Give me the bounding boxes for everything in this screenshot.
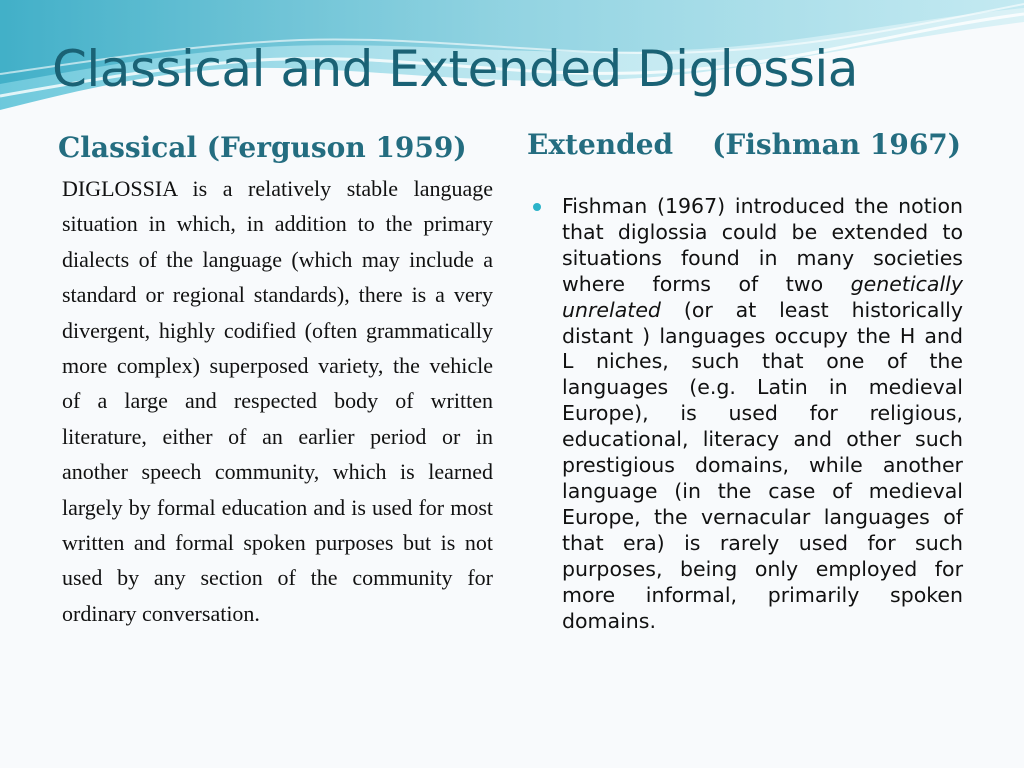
bullet-text-after: (or at least historically distant ) languages occupy the H and L niches, such that one of the languages (e.g. Latin in medieval Europe), is used for religious, educational, literacy and other such prestigious domains, while another language (in the case of medieval Europe, the vernacular languages of that era) is rarely used for such purposes, being only employed for more informal, primarily spoken domains. <box>562 297 963 633</box>
slide-title: Classical and Extended Diglossia <box>52 40 858 98</box>
classical-definition: DIGLOSSIA is a relatively stable language situation in which, in addition to the primary dialects of the language (which may include a standard or regional standards), there is a very divergent, highly codified (often grammatically more complex) superposed variety, the vehicle of a large and respected body of written literature, either of an earlier period or in another speech community, which is learned largely by formal education and is used for most written and formal spoken purposes but is not used by any section of the community for ordinary conversation. <box>62 176 493 626</box>
classical-heading: Classical (Ferguson 1959) <box>58 131 467 164</box>
list-item <box>533 194 963 634</box>
extended-heading: Extended (Fishman 1967) <box>527 128 962 161</box>
bullet-text-before: Fishman (1967) introduced the notion that diglossia could be extended to situations found in many societies where forms of two <box>562 194 963 296</box>
bullet-emphasis: genetically unrelated <box>562 271 963 322</box>
bullet-dot-icon <box>533 203 541 211</box>
extended-bullet-list <box>533 194 963 634</box>
